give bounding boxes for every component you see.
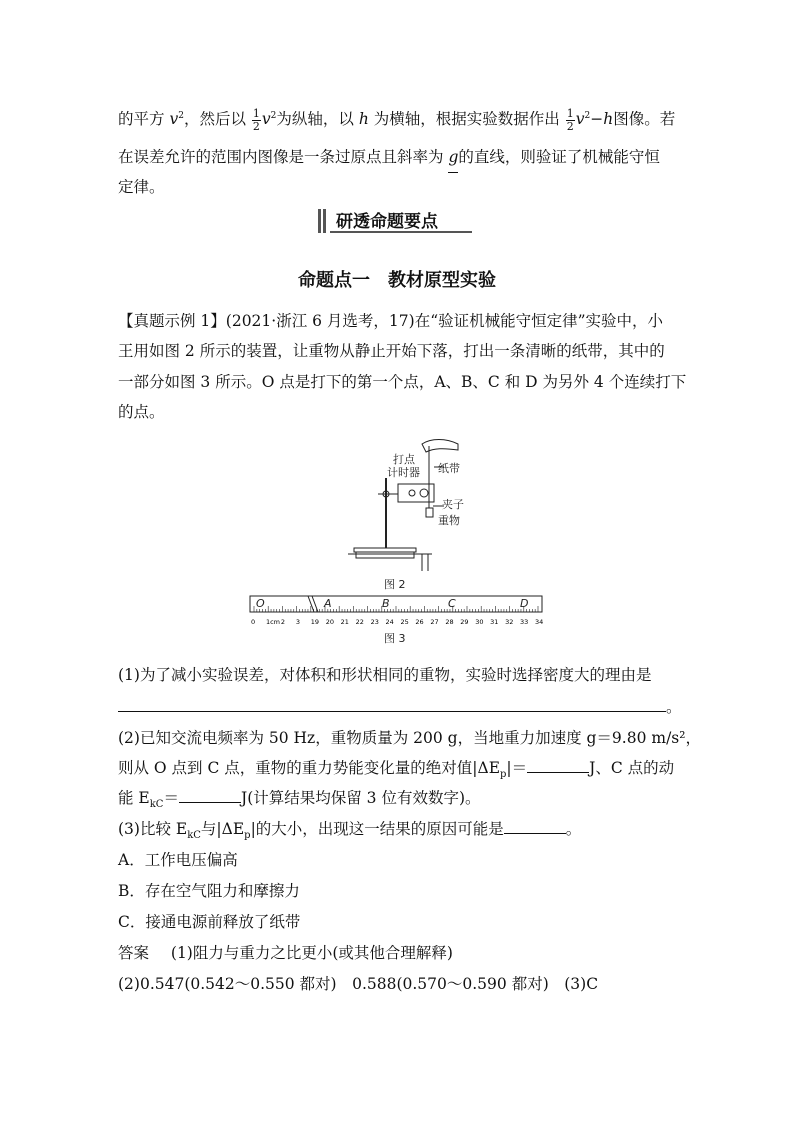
text: 为横轴，根据实验数据作出 (373, 110, 560, 129)
answer-blank[interactable] (118, 693, 666, 712)
intro-line-2 (118, 142, 660, 173)
text: 图像。若 (613, 110, 676, 129)
banner-bars-icon (318, 209, 330, 233)
figure2-caption: 图 2 (384, 578, 406, 591)
question-1-answer-line (118, 692, 682, 722)
example-line-2: 王用如图 2 所示的装置，让重物从静止开始下落，打出一条清晰的纸带，其中的 (118, 342, 665, 360)
ruler-tick-labels (251, 618, 543, 626)
var-g: g (448, 142, 458, 173)
ruler-tick-label: 1cm (265, 618, 280, 626)
ruler-tick-label: 34 (535, 618, 544, 626)
ruler-tick-label: 25 (400, 618, 409, 626)
figure3-caption: 图 3 (384, 632, 406, 645)
question-2-line-1: (2)已知交流电频率为 50 Hz，重物质量为 200 g，当地重力加速度 g＝9.80 m/s²， (118, 729, 701, 747)
text: 与|ΔE (200, 820, 245, 838)
ruler-tick-label: 31 (490, 618, 499, 626)
answer-line-2: (2)0.547(0.542～0.550 都对) 0.588(0.570～0.590 都对) (3)C (118, 975, 599, 993)
timer-part (409, 490, 415, 496)
ruler-tick-label: 29 (460, 618, 469, 626)
answer-blank[interactable] (179, 784, 241, 803)
text: J、C 点的动 (589, 759, 675, 777)
var-v: v (169, 110, 179, 129)
timer-part (420, 489, 428, 497)
var-h: h (603, 110, 614, 129)
option-b: B．存在空气阻力和摩擦力 (118, 882, 300, 900)
text: (1)为了减小实验误差，对体积和形状相同的重物，实验时选择密度大的理由是 (118, 666, 652, 684)
option-a: A．工作电压偏高 (118, 851, 238, 869)
text: 能 E (118, 789, 150, 807)
hand-icon (422, 440, 458, 453)
text: |＝ (506, 759, 528, 777)
ruler-ticks (254, 606, 538, 612)
text: − (590, 110, 604, 129)
point-C: C (448, 597, 456, 610)
var-h: h (358, 110, 369, 129)
question-1 (118, 660, 651, 690)
figure-apparatus (246, 436, 546, 648)
example-line-4: 的点。 (118, 403, 165, 421)
answer-blank[interactable] (504, 815, 566, 834)
label-zhongwu: 重物 (438, 514, 460, 527)
ruler-tick-label: 32 (505, 618, 514, 626)
weight (426, 508, 433, 517)
intro-line-1: 的平方 $v^2$，然后以 $\frac{1}{2}$ $v^2$为纵轴，以 h 为横轴，根据实验数据作出 $\frac{1}{2}$ $v^2-h$图像。若 (118, 106, 676, 133)
ruler-tick-label: 27 (430, 618, 439, 626)
text: 。 (565, 820, 582, 838)
base-plate (354, 548, 416, 552)
label-jishiqi: 计时器 (387, 466, 420, 479)
text: 的直线，则验证了机械能守恒 (458, 148, 660, 166)
subscript: kC (187, 830, 201, 842)
text: 则从 O 点到 C 点，重物的重力势能变化量的绝对值|ΔE (118, 759, 501, 777)
point-D: D (520, 597, 529, 610)
ruler-tick-label: 24 (385, 618, 394, 626)
ruler-tick-label: 22 (355, 618, 364, 626)
answer-1: (1)阻力与重力之比更小(或其他合理解释) (170, 944, 453, 962)
text: ＝ (163, 789, 179, 807)
ruler-tick-label: 3 (295, 618, 300, 626)
answer-blank[interactable] (527, 754, 589, 773)
example-line-3: 一部分如图 3 所示。O 点是打下的第一个点，A、B、C 和 D 为另外 4 个连续打下 (118, 373, 687, 391)
base (356, 552, 414, 558)
answer-label: 答案 (118, 944, 150, 962)
fraction-half: $\frac{1}{2}$ (252, 106, 260, 133)
var-v: v (261, 110, 271, 129)
section-title: 命题点一 教材原型实验 (298, 270, 496, 291)
text: J(计算结果均保留 3 位有效数字)。 (240, 789, 481, 807)
subscript: kC (149, 799, 164, 811)
ruler-tick-label: 2 (280, 618, 286, 626)
subscript: p (244, 830, 251, 842)
example-line-1: 【真题示例 1】(2021·浙江 6 月选考，17)在“验证机械能守恒定律”实验中，小 (118, 312, 664, 330)
ruler-tick-label: 33 (520, 618, 529, 626)
option-c: C．接通电源前释放了纸带 (118, 913, 301, 931)
ruler-tick-label: 28 (445, 618, 454, 626)
text: 。 (666, 698, 682, 716)
section-banner (318, 207, 472, 233)
point-A: A (324, 597, 332, 610)
ruler-tick-label: 19 (310, 618, 320, 626)
fraction-half: $\frac{1}{2}$ (566, 106, 574, 133)
label-jiazi: 夹子 (442, 498, 464, 511)
label-zhidai: 纸带 (438, 462, 460, 475)
text: ，然后以 (183, 110, 246, 129)
ruler-tick-label: 26 (415, 618, 424, 626)
ruler-tick-label: 0 (251, 618, 256, 626)
text: |的大小，出现这一结果的原因可能是 (250, 820, 504, 838)
text: 的平方 (118, 110, 165, 129)
ruler-tick-label: 20 (325, 618, 335, 626)
text: 为纵轴，以 (276, 110, 354, 129)
point-O: O (256, 597, 265, 610)
text: (3)比较 E (118, 820, 188, 838)
answer-line-1 (118, 938, 453, 968)
text: 在误差允许的范围内图像是一条过原点且斜率为 (118, 148, 444, 166)
intro-line-3: 定律。 (118, 178, 165, 196)
ruler-tick-label: 23 (370, 618, 379, 626)
ruler-tick-label: 21 (340, 618, 349, 626)
var-v: v (575, 110, 585, 129)
subscript: p (500, 769, 507, 781)
label-dadian: 打点 (393, 453, 415, 466)
ruler-tick-label: 30 (475, 618, 484, 626)
banner-title: 研透命题要点 (336, 212, 438, 232)
point-B: B (382, 597, 390, 610)
